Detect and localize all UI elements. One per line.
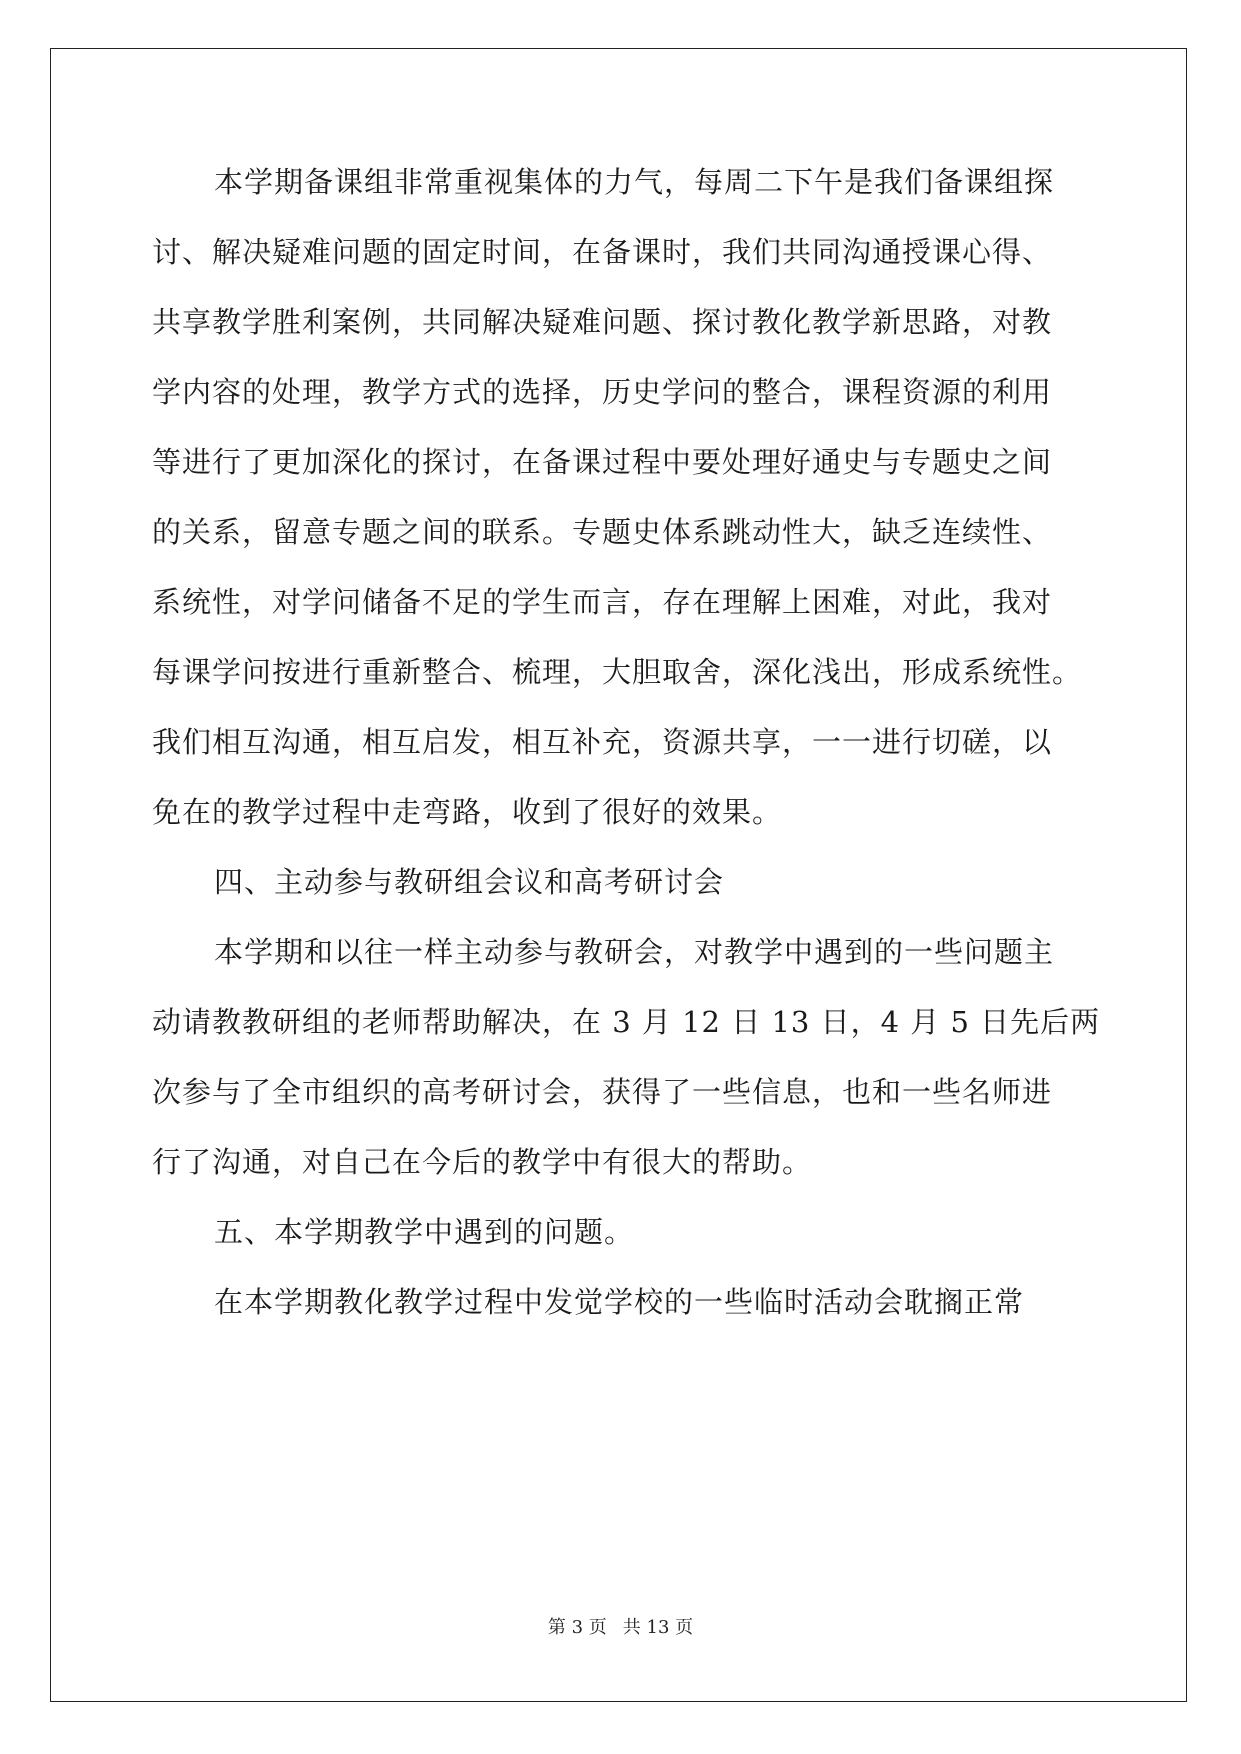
paragraph-line: 学内容的处理，教学方式的选择，历史学问的整合，课程资源的利用 xyxy=(152,375,1053,409)
paragraph-line: 的关系，留意专题之间的联系。专题史体系跳动性大，缺乏连续性、 xyxy=(152,515,1053,549)
paragraph-line: 次参与了全市组织的高考研讨会，获得了一些信息，也和一些名师进 xyxy=(152,1075,1053,1109)
section-heading: 五、本学期教学中遇到的问题。 xyxy=(214,1215,635,1249)
paragraph-line: 本学期备课组非常重视集体的力气，每周二下午是我们备课组探 xyxy=(214,165,1055,199)
paragraph-line: 行了沟通，对自己在今后的教学中有很大的帮助。 xyxy=(152,1145,813,1179)
paragraph-line: 等进行了更加深化的探讨，在备课过程中要处理好通史与专题史之间 xyxy=(152,445,1053,479)
page-total: 共 13 页 xyxy=(622,1617,694,1638)
paragraph-line: 系统性，对学问储备不足的学生而言，存在理解上困难，对此，我对 xyxy=(152,585,1053,619)
paragraph-line: 每课学问按进行重新整合、梳理，大胆取舍，深化浅出，形成系统性。 xyxy=(152,655,1083,689)
paragraph-line: 我们相互沟通，相互启发，相互补充，资源共享，一一进行切磋，以 xyxy=(152,725,1053,759)
section-heading: 四、主动参与教研组会议和高考研讨会 xyxy=(214,865,725,899)
paragraph-line: 讨、解决疑难问题的固定时间，在备课时，我们共同沟通授课心得、 xyxy=(152,235,1053,269)
page-number: 第 3 页 xyxy=(547,1617,607,1638)
paragraph-line: 在本学期教化教学过程中发觉学校的一些临时活动会耽搁正常 xyxy=(214,1285,1025,1319)
paragraph-line: 共享教学胜利案例，共同解决疑难问题、探讨教化教学新思路，对教 xyxy=(152,305,1053,339)
paragraph-line: 免在的教学过程中走弯路，收到了很好的效果。 xyxy=(152,795,783,829)
paragraph-line: 本学期和以往一样主动参与教研会，对教学中遇到的一些问题主 xyxy=(214,935,1055,969)
paragraph-line: 动请教教研组的老师帮助解决，在 3 月 12 日 13 日，4 月 5 日先后两 xyxy=(152,1005,1101,1039)
page-footer xyxy=(0,1616,1241,1640)
